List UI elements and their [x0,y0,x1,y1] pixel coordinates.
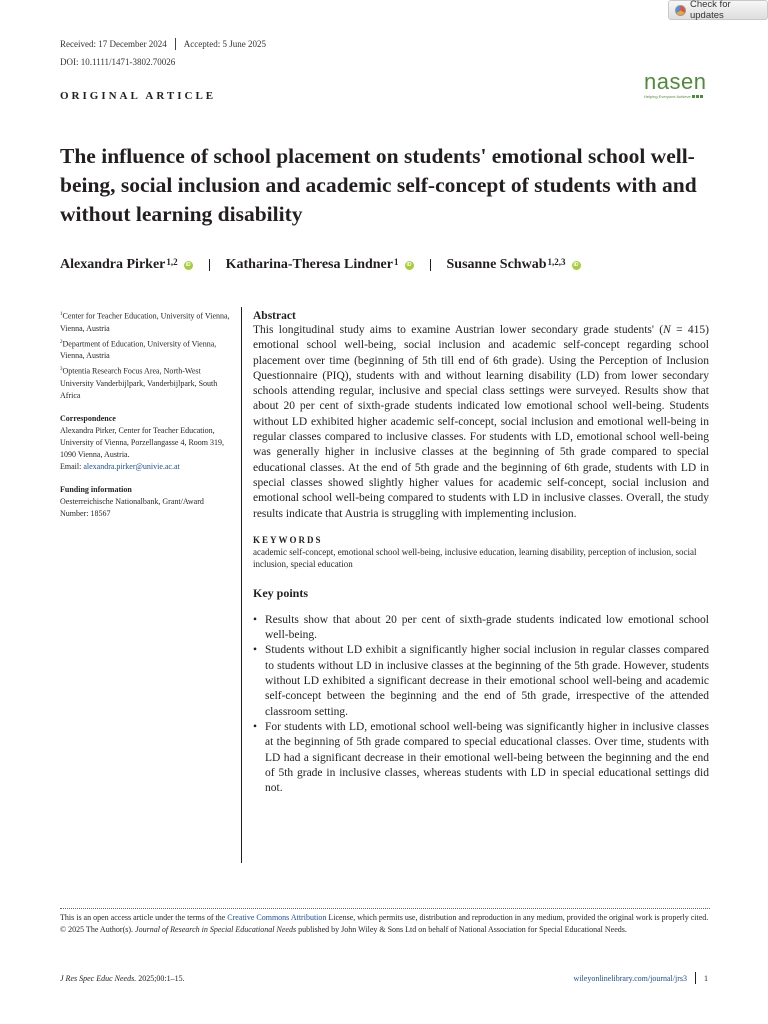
affiliation [60,364,232,402]
divider [175,38,176,50]
license-notice [60,912,710,935]
author-name: Susanne Schwab [446,257,547,272]
article-sidebar [60,309,232,520]
author-divider [209,259,210,271]
author[interactable] [447,257,581,273]
orcid-icon[interactable]: iD [185,261,191,268]
orcid-icon[interactable]: iD [406,261,412,268]
copyright-text-part: published by John Wiley & Sons Ltd on behalf of National Association for Special Educational Needs. [296,924,627,934]
funding-heading: Funding information [60,484,132,494]
affiliation-text: Optentia Research Focus Area, North-West University Vanderbijlpark, Vanderbijlpark, South Africa [60,366,218,400]
funding-text: Oesterreichische Nationalbank, Grant/Award Number: 18567 [60,496,204,518]
key-points-list [253,613,709,797]
article-title: The influence of school placement on students' emotional school well-being, social inclusion and academic self-concept of students with and without learning disability [60,144,697,226]
citation [60,974,185,983]
affiliation-number: 1 [60,312,63,317]
correspondence-heading: Correspondence [60,413,116,423]
journal-name: Journal of Research in Special Educational Needs [135,924,297,934]
abstract-text-part: = 415) emotional school well-being, social inclusion and academic self-concept regarding school placement over time (beginning of 5th till end of 6th grade). Using the Perception of Inclusion Questionnaire (PIQ), students with and without learning disability (LD) from lower secondary schools attending regular, inclusive and special class settings were surveyed. Results show that about 20 per cent of sixth-grade students indicated low emotional school well-being. Students without LD exhibited higher academic self-concept, social inclusion and emotional well-being in regular classes compared to inclusive classes. For students with LD, emotional school well-being was generally higher in inclusive classes at the beginning of 5th grade compared to special educational classes. At the end of 5th grade and the beginning of 6th grade, students with LD in special classes showed slightly higher values for academic self-concept, social inclusion and emotional school well-being compared to students with LD in inclusive classes. Overall, the study results indicate that Austria is struggling with implementing inclusion. [253,324,709,520]
author-list [60,257,581,273]
keywords-heading: KEYWORDS [253,534,323,545]
logo-tagline [644,94,714,99]
nasen-logo [644,69,714,100]
abstract-heading: Abstract [253,310,296,322]
correspondence-text: Alexandra Pirker, Center for Teacher Education, University of Vienna, Porzellangasse 4, Room 319, 1090 Vienna, Austria. [60,425,225,459]
author[interactable] [226,257,414,273]
affiliation-text: Department of Education, University of Vienna, Vienna, Austria [60,339,217,361]
abstract-rule [241,307,242,863]
citation-journal: J Res Spec Educ Needs. [60,974,137,983]
citation-details: 2025;00:1–15. [136,974,185,983]
author-affiliation-sup: 1,2,3 [547,257,566,267]
abstract-section [253,309,709,796]
divider [695,972,696,984]
correspondence-email [60,461,232,473]
article-type: ORIGINAL ARTICLE [60,90,217,102]
author[interactable] [60,257,193,273]
key-point-item: • For students with LD, emotional school well-being was significantly higher in inclusive classes at the beginning of 5th grade compared to special educational classes. Over time, students with LD had a significant decrease in their emotional well-being between the beginning and the end of 5th grade in inclusive classes, whereas students with LD in special educational settings did not. [253,720,709,796]
keywords-text: academic self-concept, emotional school well-being, inclusive education, learning disability, perception of inclusion, social inclusion, special education [253,546,697,569]
check-for-updates-button[interactable] [668,0,768,20]
received-accepted-line [60,38,266,50]
copyright-text [60,924,710,936]
license-text [60,912,710,924]
affiliation [60,309,232,335]
logo-square-icon [696,95,699,98]
key-point-item: • Students without LD exhibit a significantly higher social inclusion in regular classes compared to students without LD in inclusive classes at the beginning of the 5th grade. However, students without LD exhibited a significant decrease in their emotional school well-being and academic self-concept between the beginning and the end of 5th grade, irrespective of the attended classroom setting. [253,643,709,719]
check-for-updates-label: Check for updates [689,0,731,21]
author-affiliation-sup: 1,2 [166,257,178,267]
license-link[interactable]: Creative Commons Attribution [227,913,327,922]
affiliation-text: Center for Teacher Education, University of Vienna, Vienna, Austria [60,311,230,333]
author-name: Alexandra Pirker [60,257,166,272]
abstract-text-part: This longitudinal study aims to examine Austrian lower secondary grade students' ( [253,324,664,336]
page-footer-right [574,972,708,984]
license-text-part: This is an open access article under the terms of the [60,913,228,922]
logo-wordmark: nasen [644,69,707,94]
logo-square-icon [692,95,695,98]
journal-url-link[interactable]: wileyonlinelibrary.com/journal/jrs3 [573,973,687,983]
copyright-text-part: © 2025 The Author(s). [60,924,136,934]
page-number: 1 [704,973,708,983]
doi[interactable]: DOI: 10.1111/1471-3802.70026 [60,57,176,67]
sample-size-symbol: N [663,324,671,336]
key-points-heading: Key points [253,585,309,600]
logo-square-icon [700,95,703,98]
orcid-icon[interactable]: iD [573,261,579,268]
license-text-part: License, which permits use, distribution and reproduction in any medium, provided the original work is properly cited. [326,913,709,922]
author-name: Katharina-Theresa Lindner [225,257,393,272]
key-point-item: • Results show that about 20 per cent of sixth-grade students indicated low emotional school well-being. [253,613,709,644]
author-affiliation-sup: 1 [394,257,399,267]
affiliation [60,337,232,363]
logo-tagline-text: Helping Everyone Achieve [644,94,691,99]
email-label: Email: [60,461,84,471]
author-divider [430,259,431,271]
footer-rule [60,908,710,909]
email-link[interactable]: alexandra.pirker@univie.ac.at [83,461,180,471]
accepted-date: Accepted: 5 June 2025 [183,39,266,49]
affiliation-number: 3 [60,367,63,373]
received-date: Received: 17 December 2024 [60,39,167,49]
abstract-text [253,323,709,522]
crossmark-icon [675,5,686,16]
affiliation-number: 2 [60,339,63,345]
